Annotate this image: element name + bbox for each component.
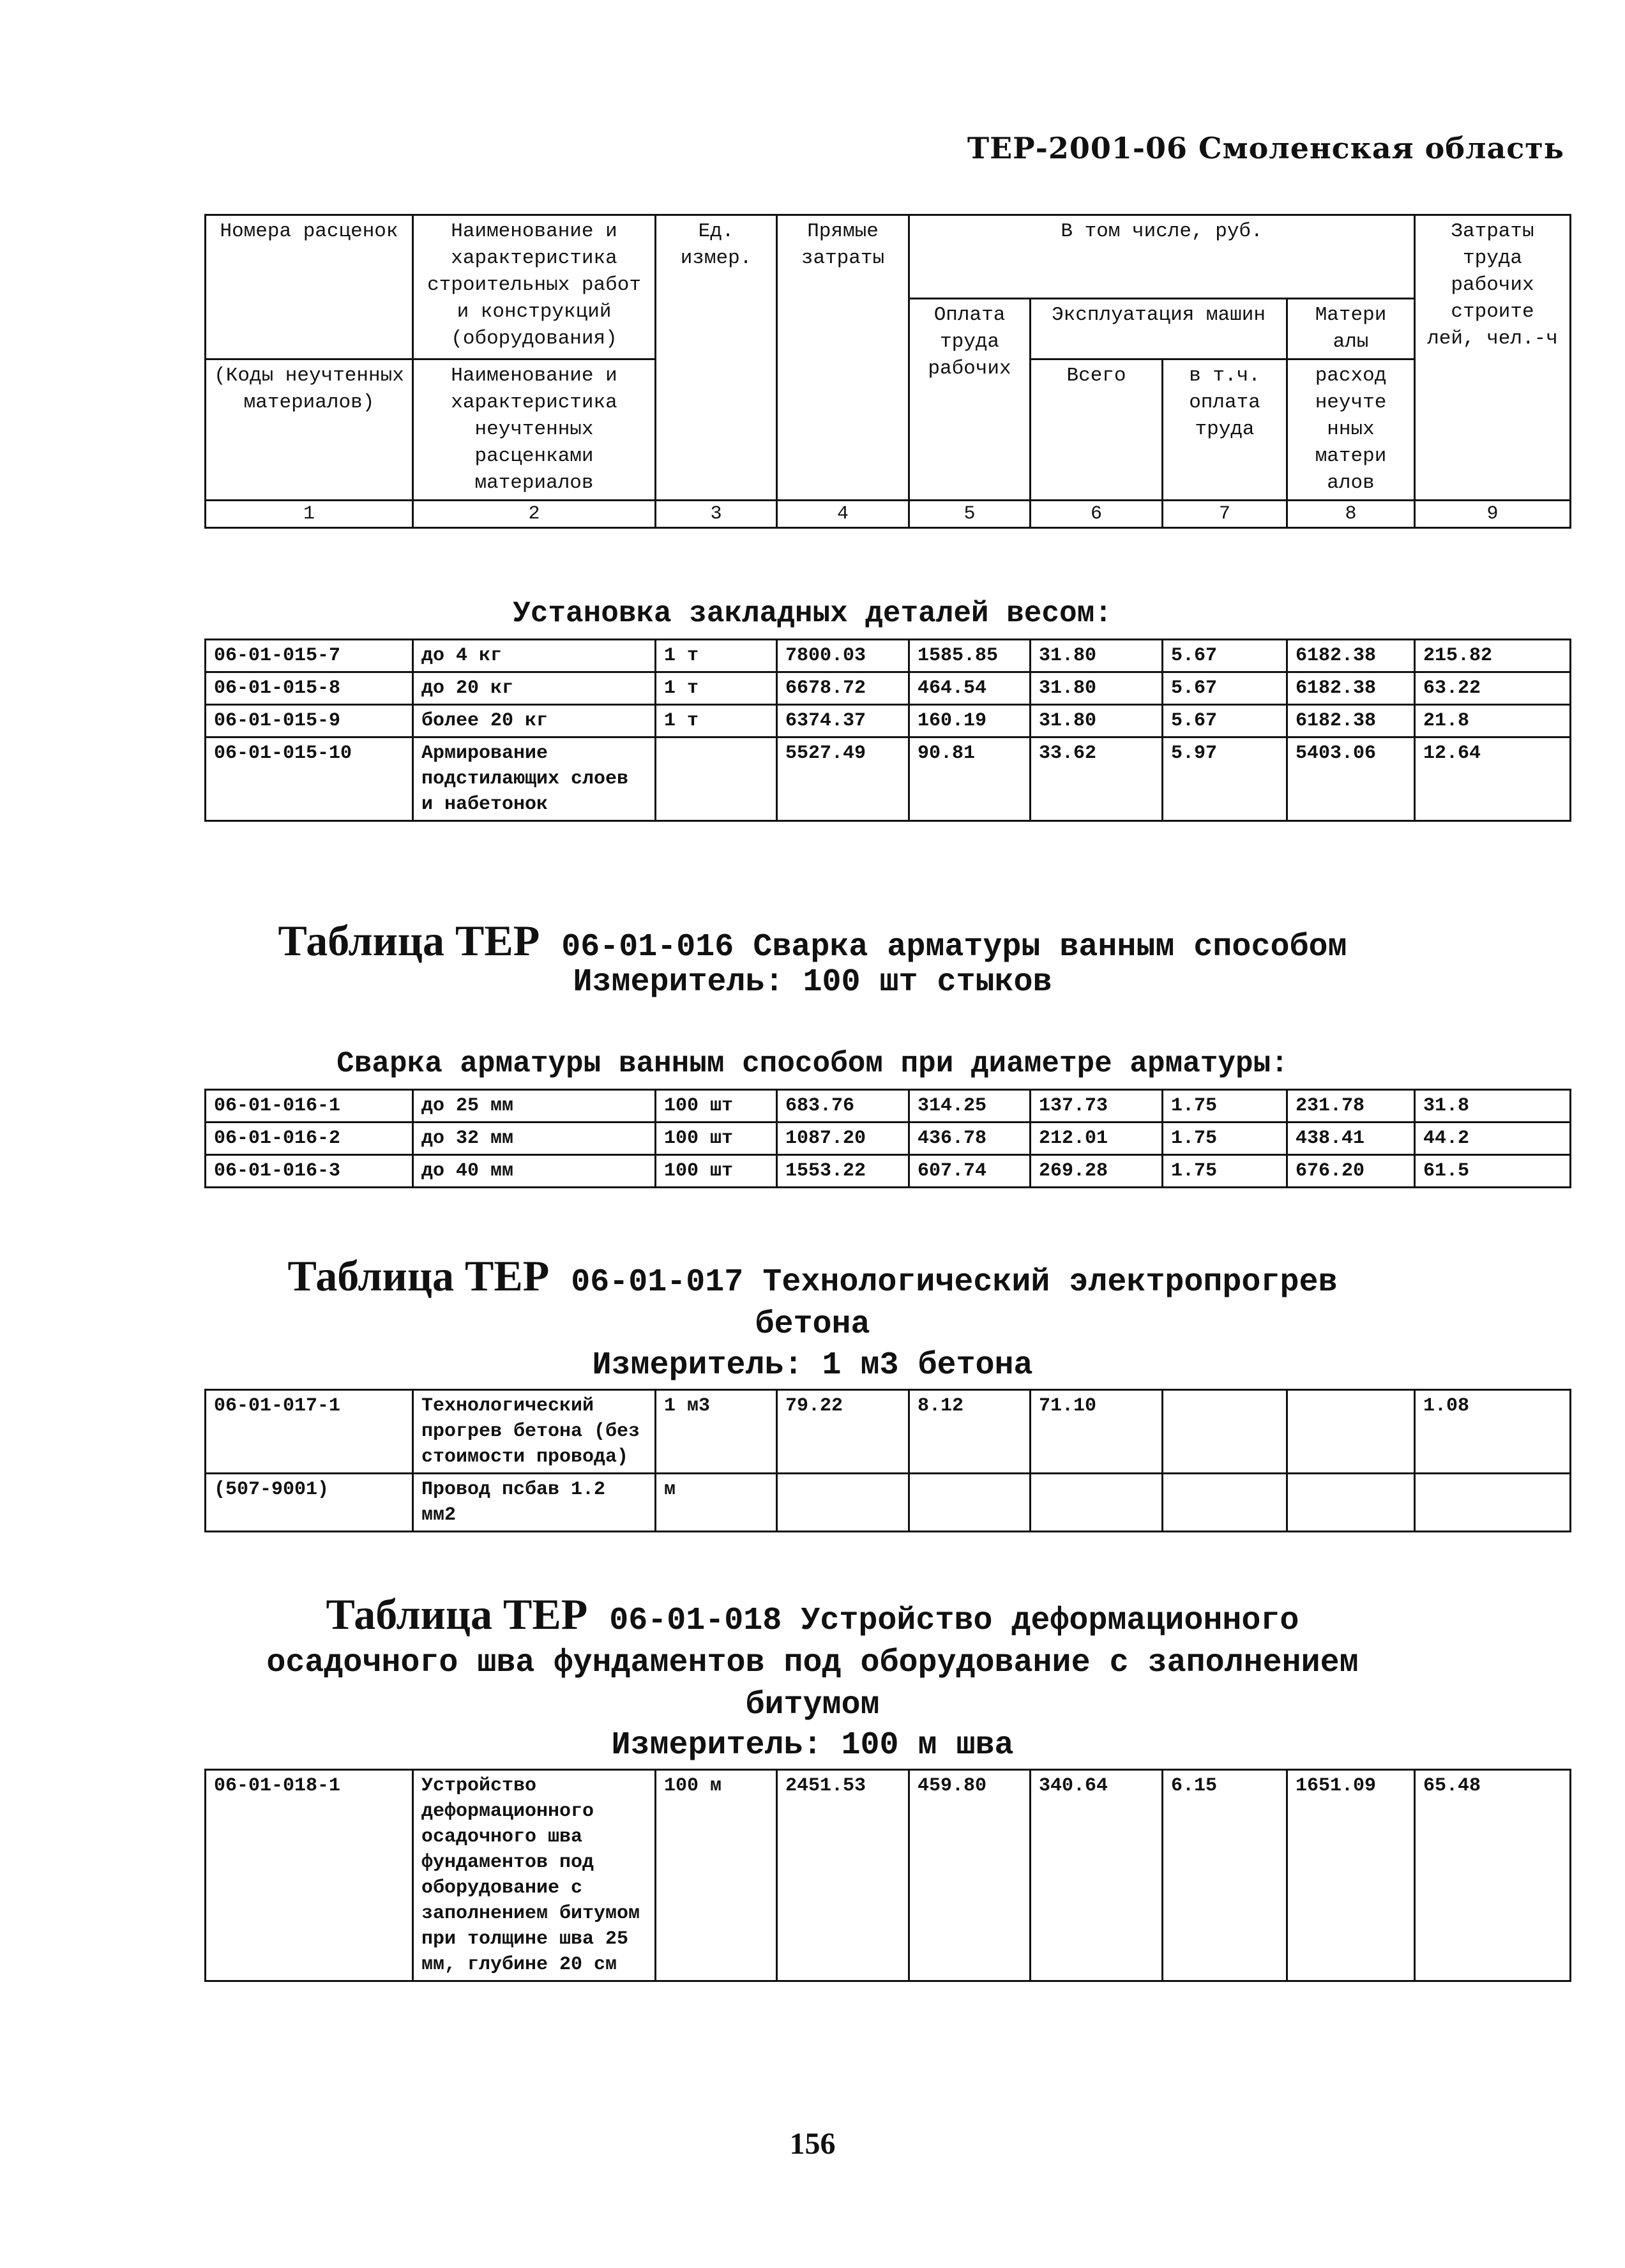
cell-unit: 1 т [656,640,777,672]
header-unit: Ед. измер. [656,215,777,501]
table-row [206,1474,1571,1532]
table-018-title [0,1590,1625,1727]
cell-wages: 8.12 [909,1390,1031,1474]
cell-unit [656,737,777,821]
table-016-meter: Измеритель: 100 шт стыков [573,964,1052,1001]
cell-name: до 4 кг [413,640,656,672]
section-015-table [204,639,1571,822]
cell-machines-total [1031,1474,1163,1532]
cell-unit: 100 шт [656,1090,777,1123]
cell-materials: 6182.38 [1287,672,1415,705]
column-number: 6 [1031,501,1163,528]
table-017-title [0,1251,1625,1346]
cell-wages: 314.25 [909,1090,1031,1123]
table-row [206,737,1571,821]
page-number: 156 [789,2127,836,2161]
cell-direct-costs: 7800.03 [777,640,909,672]
cell-code: 06-01-015-9 [206,705,413,737]
section-015-caption: Установка закладных деталей весом: [513,597,1112,630]
cell-labor-costs [1415,1474,1571,1532]
cell-code: 06-01-017-1 [206,1390,413,1474]
cell-machines-total: 71.10 [1031,1390,1163,1474]
table-row [206,672,1571,705]
cell-materials: 6182.38 [1287,640,1415,672]
cell-machines-total: 212.01 [1031,1123,1163,1155]
cell-wages: 90.81 [909,737,1031,821]
cell-name: Устройство деформационного осадочного шва фундаментов под оборудование с заполнением битумом при толщине шва 25 мм, глубине 20 см [413,1770,656,1981]
table-017-title-line1: 06-01-017 Технологический электропрогрев [571,1264,1338,1301]
cell-code: 06-01-015-10 [206,737,413,821]
cell-unit: м [656,1474,777,1532]
cell-wages: 464.54 [909,672,1031,705]
cell-machines-wages: 1.75 [1163,1090,1287,1123]
cell-machines-wages: 5.67 [1163,640,1287,672]
header-labor-costs: Затраты труда рабочих строите лей, чел.-ч [1415,215,1571,501]
table-018-title-line2: осадочного шва фундаментов под оборудование с заполнением [266,1645,1359,1681]
table-row [206,1090,1571,1123]
column-number: 2 [413,501,656,528]
cell-name: Армирование подстилающих слоев и набетонок [413,737,656,821]
cell-machines-wages: 1.75 [1163,1155,1287,1188]
cell-name: до 25 мм [413,1090,656,1123]
column-header-table [204,214,1571,529]
table-018-title-line1: 06-01-018 Устройство деформационного [609,1603,1299,1639]
column-number: 8 [1287,501,1415,528]
cell-unit: 100 м [656,1770,777,1981]
cell-materials: 676.20 [1287,1155,1415,1188]
cell-direct-costs: 1553.22 [777,1155,909,1188]
header-including: В том числе, руб. [909,215,1415,299]
table-017-title-line2: бетона [755,1306,870,1343]
table-017-table [204,1389,1571,1532]
column-number: 3 [656,501,777,528]
header-direct-costs: Прямые затраты [777,215,909,501]
cell-labor-costs: 63.22 [1415,672,1571,705]
table-018-title-line3: битумом [745,1687,880,1723]
cell-materials [1287,1390,1415,1474]
cell-code: 06-01-016-2 [206,1123,413,1155]
cell-wages [909,1474,1031,1532]
cell-direct-costs: 6374.37 [777,705,909,737]
column-number: 1 [206,501,413,528]
cell-unit: 1 т [656,672,777,705]
cell-machines-wages [1163,1390,1287,1474]
cell-name: до 40 мм [413,1155,656,1188]
cell-direct-costs: 79.22 [777,1390,909,1474]
header-name: Наименование и характеристика строительных работ и конструкций (оборудования) [413,215,656,359]
cell-machines-total: 31.80 [1031,640,1163,672]
table-row [206,705,1571,737]
cell-wages: 1585.85 [909,640,1031,672]
header-unaccounted-materials: расход неучте нных матери алов [1287,359,1415,501]
cell-code: 06-01-015-7 [206,640,413,672]
table-016-table [204,1089,1571,1188]
cell-machines-wages: 5.67 [1163,705,1287,737]
header-name-unaccounted: Наименование и характеристика неучтенных расценками материалов [413,359,656,501]
table-016-title [0,916,1625,969]
cell-labor-costs: 21.8 [1415,705,1571,737]
table-row [206,1770,1571,1981]
page-header-title: ТЕР-2001-06 Смоленская область [967,131,1564,165]
cell-direct-costs: 2451.53 [777,1770,909,1981]
table-018-meter: Измеритель: 100 м шва [611,1727,1014,1764]
table-row [206,640,1571,672]
table-018-prefix: Таблица ТЕР [326,1590,588,1638]
header-machines: Эксплуатация машин [1031,299,1287,359]
cell-unit: 100 шт [656,1155,777,1188]
cell-materials: 5403.06 [1287,737,1415,821]
cell-direct-costs: 1087.20 [777,1123,909,1155]
cell-labor-costs: 1.08 [1415,1390,1571,1474]
cell-machines-total: 340.64 [1031,1770,1163,1981]
cell-wages: 436.78 [909,1123,1031,1155]
cell-direct-costs: 683.76 [777,1090,909,1123]
cell-machines-wages: 1.75 [1163,1123,1287,1155]
cell-machines-total: 33.62 [1031,737,1163,821]
table-row [206,1123,1571,1155]
cell-materials [1287,1474,1415,1532]
cell-wages: 160.19 [909,705,1031,737]
cell-code: 06-01-016-1 [206,1090,413,1123]
table-017-prefix: Таблица ТЕР [287,1251,550,1300]
header-codes-unaccounted: (Коды неучтенных материалов) [206,359,413,501]
cell-labor-costs: 31.8 [1415,1090,1571,1123]
cell-labor-costs: 12.64 [1415,737,1571,821]
cell-direct-costs: 6678.72 [777,672,909,705]
cell-name: до 32 мм [413,1123,656,1155]
column-number: 5 [909,501,1031,528]
table-018-table [204,1769,1571,1982]
column-numbers-row [206,501,1571,528]
column-number: 4 [777,501,909,528]
table-016-prefix: Таблица ТЕР [278,916,540,965]
column-number: 9 [1415,501,1571,528]
cell-name: до 20 кг [413,672,656,705]
header-machines-wages: в т.ч. оплата труда [1163,359,1287,501]
header-machines-total: Всего [1031,359,1163,501]
cell-code: 06-01-016-3 [206,1155,413,1188]
cell-unit: 100 шт [656,1123,777,1155]
cell-code: 06-01-018-1 [206,1770,413,1981]
cell-machines-wages [1163,1474,1287,1532]
cell-direct-costs: 5527.49 [777,737,909,821]
cell-unit: 1 т [656,705,777,737]
column-number: 7 [1163,501,1287,528]
cell-materials: 438.41 [1287,1123,1415,1155]
cell-name: Технологический прогрев бетона (без стоимости провода) [413,1390,656,1474]
header-codes: Номера расценок [206,215,413,359]
cell-labor-costs: 215.82 [1415,640,1571,672]
cell-machines-wages: 5.97 [1163,737,1287,821]
cell-materials: 6182.38 [1287,705,1415,737]
cell-materials: 1651.09 [1287,1770,1415,1981]
table-row [206,1390,1571,1474]
cell-machines-total: 31.80 [1031,672,1163,705]
cell-machines-total: 269.28 [1031,1155,1163,1188]
cell-machines-wages: 5.67 [1163,672,1287,705]
cell-wages: 607.74 [909,1155,1031,1188]
cell-machines-total: 31.80 [1031,705,1163,737]
cell-direct-costs [777,1474,909,1532]
cell-wages: 459.80 [909,1770,1031,1981]
cell-unit: 1 м3 [656,1390,777,1474]
cell-name: Провод псбав 1.2 мм2 [413,1474,656,1532]
header-wages: Оплата труда рабочих [909,299,1031,501]
table-017-meter: Измеритель: 1 м3 бетона [592,1347,1033,1384]
cell-labor-costs: 61.5 [1415,1155,1571,1188]
cell-name: более 20 кг [413,705,656,737]
cell-code: (507-9001) [206,1474,413,1532]
cell-materials: 231.78 [1287,1090,1415,1123]
cell-labor-costs: 44.2 [1415,1123,1571,1155]
cell-labor-costs: 65.48 [1415,1770,1571,1981]
table-016-caption: Сварка арматуры ванным способом при диаметре арматуры: [336,1047,1289,1080]
table-016-title-text: 06-01-016 Сварка арматуры ванным способом [561,929,1347,965]
table-row [206,1155,1571,1188]
cell-machines-wages: 6.15 [1163,1770,1287,1981]
cell-code: 06-01-015-8 [206,672,413,705]
cell-machines-total: 137.73 [1031,1090,1163,1123]
header-materials: Матери алы [1287,299,1415,359]
